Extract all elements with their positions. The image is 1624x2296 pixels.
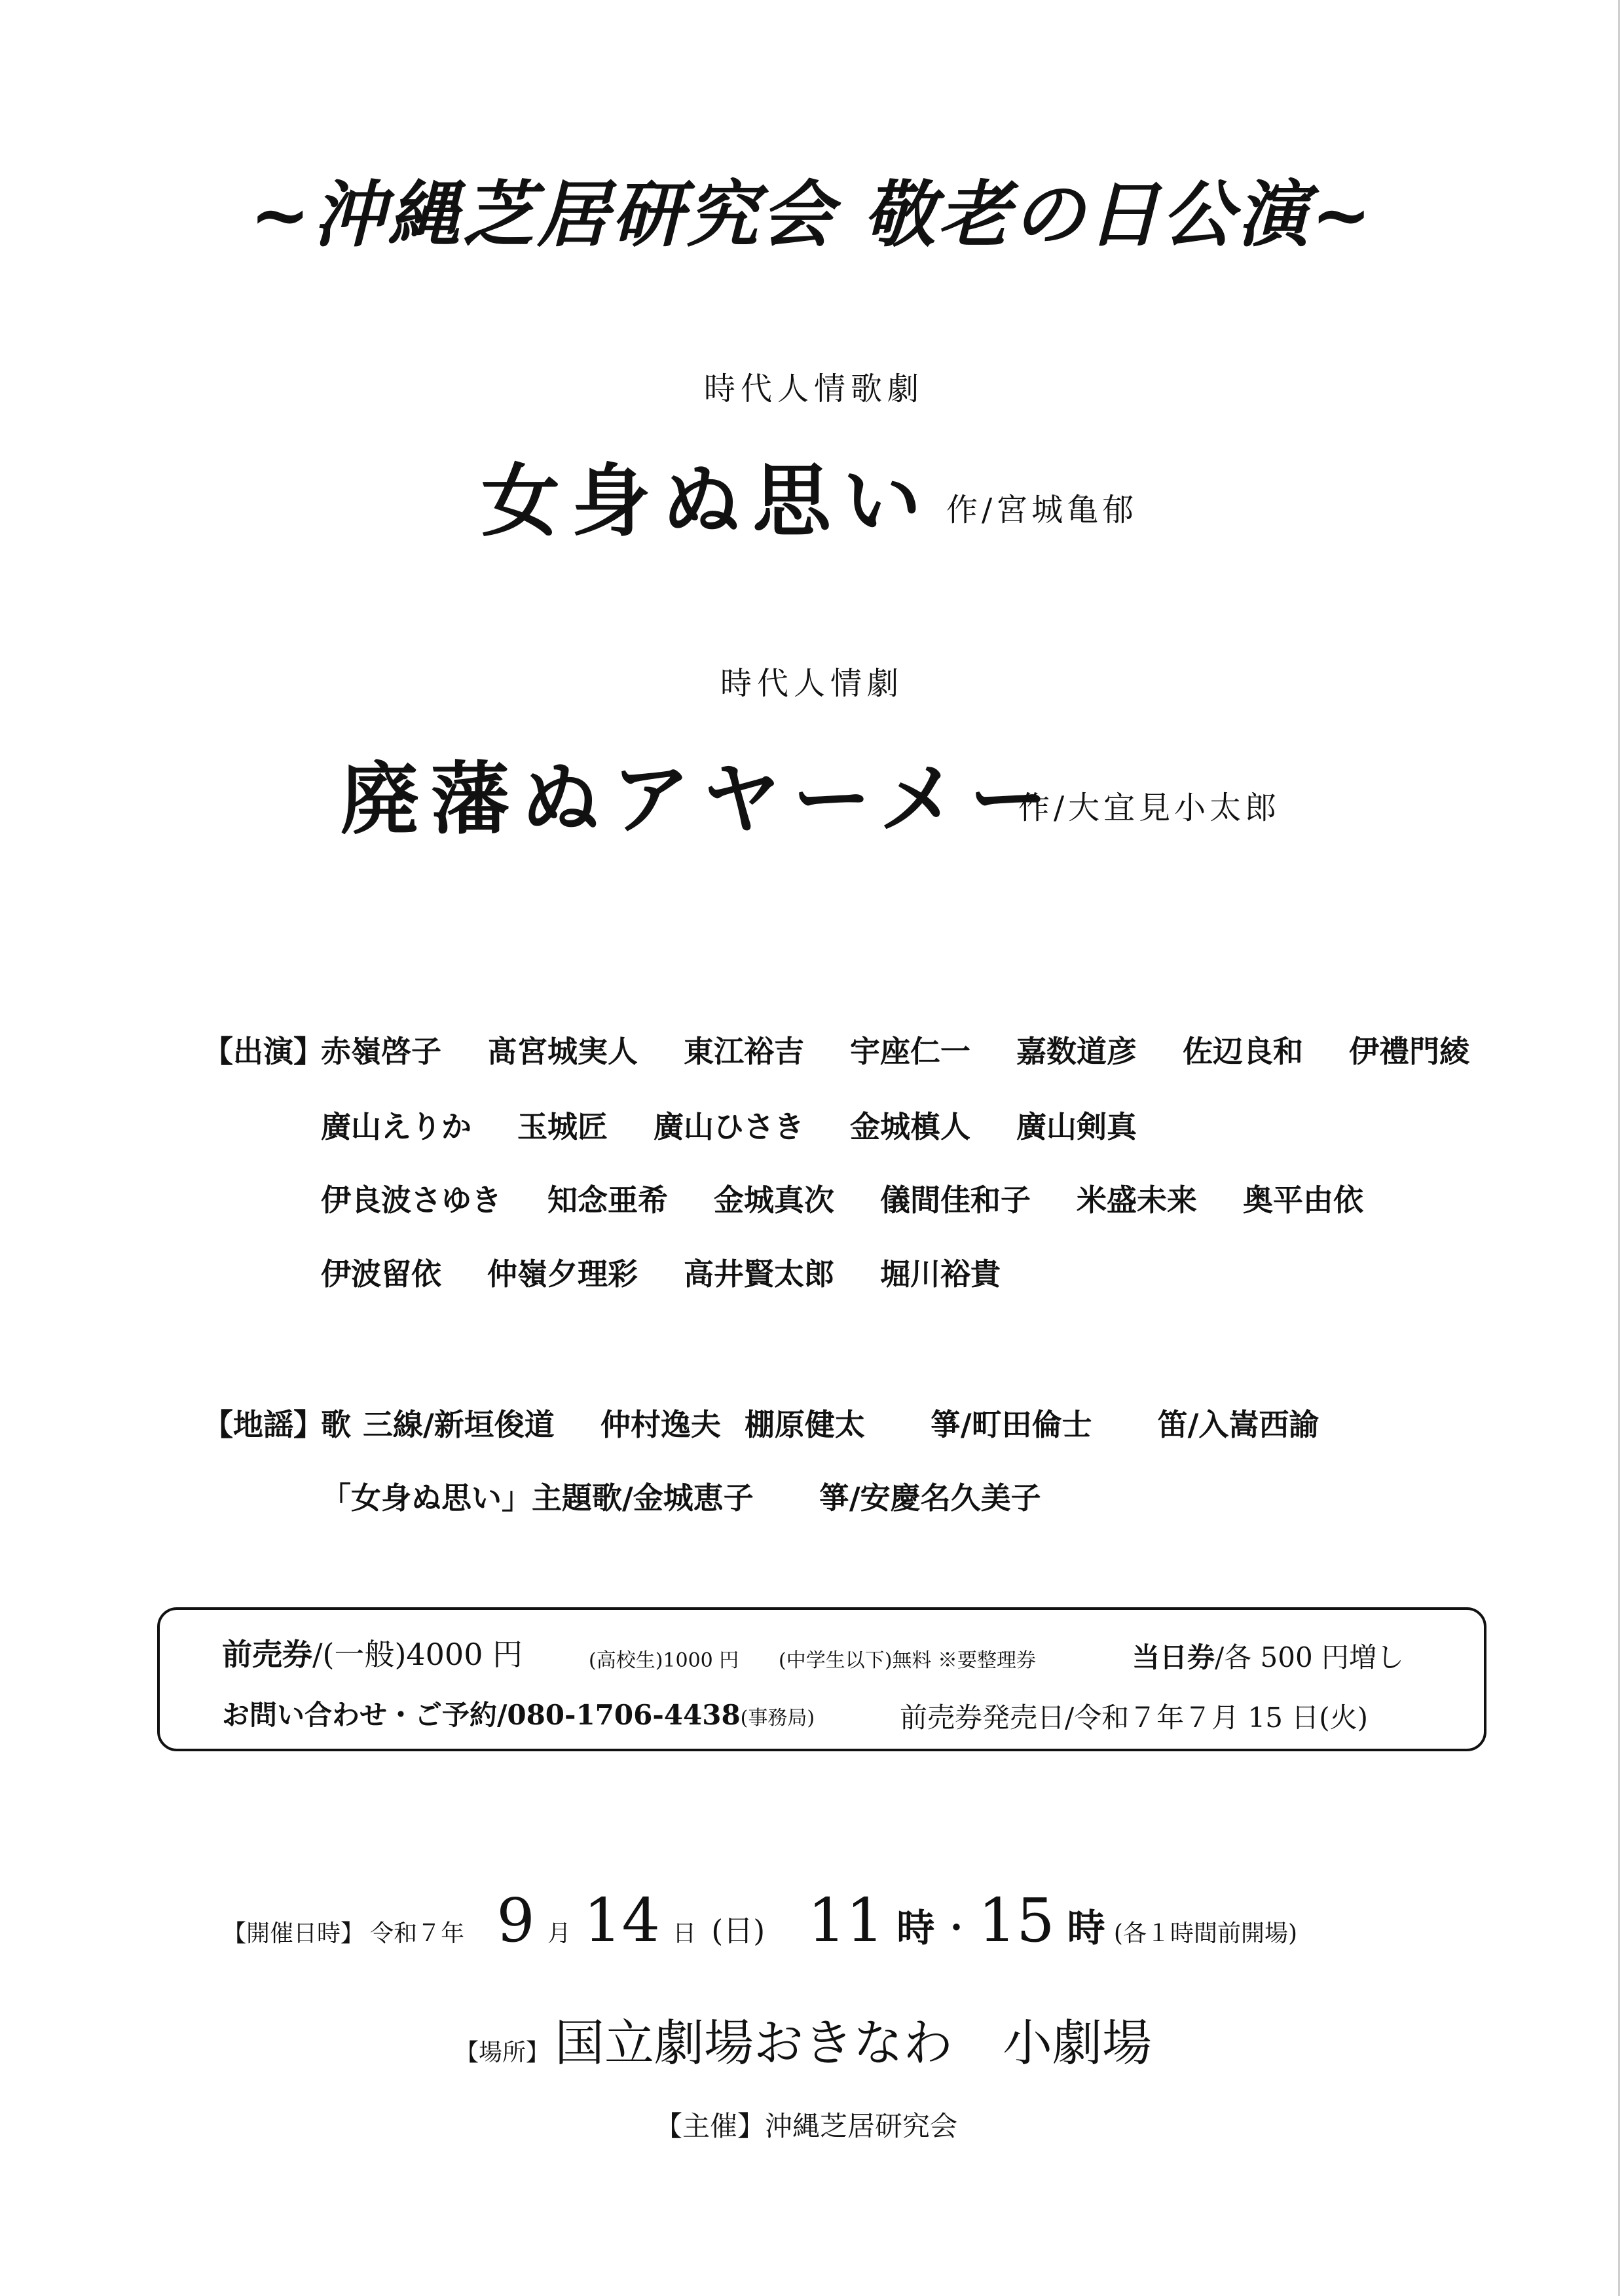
cast-name: 知念亜希	[547, 1182, 668, 1218]
koto-credit: 箏/安慶名久美子	[819, 1480, 1041, 1516]
era: 令和７年	[370, 1920, 465, 1947]
cast-name: 仲嶺夕理彩	[487, 1256, 638, 1292]
page-edge-line	[1618, 0, 1620, 2296]
event-weekday: (日)	[711, 1913, 766, 1948]
venue-name: 国立劇場おきなわ 小劇場	[555, 2014, 1153, 2072]
cast-name: 宇座仁一	[850, 1034, 970, 1069]
cast-name: 儀間佳和子	[880, 1182, 1031, 1218]
datetime-label: 【開催日時】	[223, 1920, 365, 1947]
event-month: 9	[496, 1886, 535, 1956]
ticket-info-box	[157, 1607, 1486, 1751]
day-unit: 日	[673, 1920, 697, 1947]
event-time-2: 15	[978, 1886, 1055, 1956]
cast-name: 金城真次	[714, 1182, 834, 1218]
cast-name: 東江裕吉	[684, 1034, 804, 1069]
song-prefix: 歌	[321, 1407, 351, 1442]
play1-title: 女身ぬ思い	[481, 455, 933, 547]
venue-label: 【場所】	[455, 2039, 550, 2066]
sameday-label: 当日券	[1132, 1641, 1215, 1673]
host-line	[655, 2105, 957, 2144]
event-day: 14	[583, 1886, 661, 1956]
cast-name: 嘉数道彦	[1016, 1034, 1137, 1069]
cast-row	[321, 1176, 1409, 1220]
time-unit-1: 時	[896, 1906, 935, 1950]
music-label: 【地謡】	[203, 1407, 323, 1442]
play2-genre: 時代人情劇	[720, 665, 904, 702]
host-name: 沖縄芝居研究会	[765, 2110, 958, 2142]
cast-name: 髙宮城実人	[487, 1034, 638, 1069]
flute-credit: 笛/入嵩西諭	[1157, 1407, 1320, 1442]
cast-row	[321, 1103, 1183, 1146]
time-separator: ・	[938, 1908, 975, 1950]
sameday-price: /各 500 円増し	[1215, 1641, 1405, 1673]
cast-name: 伊波留依	[321, 1256, 441, 1292]
cast-row	[321, 1028, 1515, 1071]
contact-line	[222, 1694, 815, 1733]
cast-name: 高井賢太郎	[684, 1256, 834, 1292]
middle-price: (中学生以下)無料 ※要整理券	[779, 1649, 1036, 1672]
music-line-1	[321, 1401, 1365, 1444]
music-line-2	[321, 1474, 1087, 1518]
musician-name: 棚原健太	[744, 1407, 865, 1442]
event-datetime	[223, 1886, 1297, 1956]
cast-name: 玉城匠	[517, 1109, 608, 1144]
koto-credit: 箏/町田倫士	[930, 1407, 1092, 1442]
musician-name: 仲村逸夫	[600, 1407, 721, 1442]
cast-name: 廣山ひさき	[654, 1109, 804, 1144]
cast-name: 佐辺良和	[1183, 1034, 1303, 1069]
play1-genre: 時代人情歌劇	[704, 371, 925, 407]
general-price: /(一般)4000 円	[312, 1637, 523, 1672]
release-date: 前売券発売日/令和７年７月 15 日(火)	[900, 1702, 1369, 1734]
cast-name: 廣山剣真	[1016, 1109, 1137, 1144]
host-label: 【主催】	[655, 2110, 766, 2142]
cast-name: 赤嶺啓子	[321, 1034, 441, 1069]
cast-name: 米盛未来	[1077, 1182, 1197, 1218]
play1-author: 作/宮城亀郁	[946, 492, 1138, 528]
cast-name: 伊良波さゆき	[321, 1182, 502, 1218]
theme-song-credit: 「女身ぬ思い」主題歌/金城恵子	[321, 1480, 754, 1516]
month-unit: 月	[547, 1920, 571, 1947]
presale-line	[222, 1631, 523, 1674]
highschool-price: (高校生)1000 円	[589, 1649, 739, 1672]
page-title: ~沖縄芝居研究会 敬老の日公演~	[249, 172, 1375, 257]
venue-line	[455, 2003, 1152, 2075]
cast-label: 【出演】	[203, 1034, 323, 1069]
event-time-1: 11	[807, 1886, 885, 1956]
time-unit-2: 時	[1067, 1906, 1105, 1950]
cast-row	[321, 1250, 1046, 1294]
contact-suffix: (事務局)	[740, 1707, 815, 1730]
sameday-line	[1132, 1636, 1404, 1675]
sanshin-credit: 三線/新垣俊道	[363, 1407, 555, 1442]
presale-label: 前売券	[222, 1637, 312, 1672]
doors-open: (各１時間前開場)	[1113, 1920, 1297, 1947]
cast-name: 伊禮門綾	[1349, 1034, 1469, 1069]
cast-name: 奥平由依	[1243, 1182, 1363, 1218]
play2-title: 廃藩ぬアヤーメー	[341, 753, 1060, 845]
cast-name: 廣山えりか	[321, 1109, 471, 1144]
play2-author: 作/大宜見小太郎	[1018, 790, 1281, 826]
cast-name: 堀川裕貴	[880, 1256, 1001, 1292]
contact-info: お問い合わせ・ご予約/080-1706-4438	[222, 1699, 741, 1731]
cast-name: 金城槙人	[850, 1109, 970, 1144]
